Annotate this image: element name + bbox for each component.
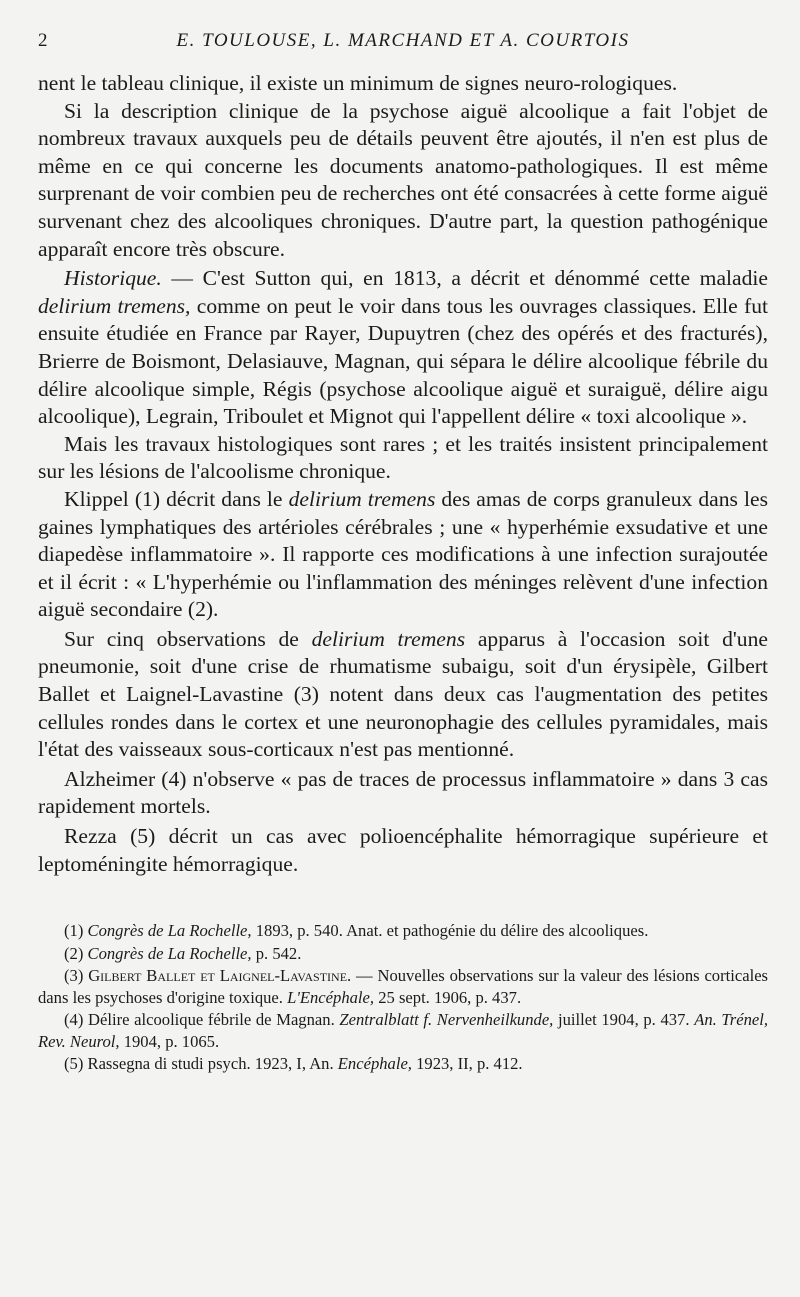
section-label: Historique. xyxy=(64,266,162,291)
footnote-4: (4) Délire alcoolique fébrile de Magnan. Zentralblatt f. Nervenheilkunde, juillet 1904, p. 437. An. Trénel, Rev. Neurol, 1904, p. 1065. xyxy=(38,1010,768,1051)
paragraph-observations: Sur cinq observations de delirium tremens apparus à l'occasion soit d'une pneumonie, soit d'une crise de rhumatisme subaigu, soit d'un érysipèle, Gilbert Ballet et Laignel-Lavastine (3) notent dans deux cas l'augmentation des petites cellules rondes dans le cortex et une neuronophagie des cellules pyramidales, mais l'état des vaisseaux sous-corticaux n'est pas mentionné. xyxy=(38,626,768,762)
paragraph-1: nent le tableau clinique, il existe un minimum de signes neuro-rologiques. xyxy=(38,71,678,95)
footnotes xyxy=(38,920,768,1075)
paragraph-4: Mais les travaux histologiques sont rares ; et les traités insistent principalement sur les lésions de l'alcoolisme chronique. xyxy=(38,431,768,484)
footnote-2: (2) Congrès de La Rochelle, p. 542. xyxy=(64,943,302,963)
footnote-3: (3) Gilbert Ballet et Laignel-Lavastine. — Nouvelles observations sur la valeur des lésions corticales dans les psychoses d'origine toxique. L'Encéphale, 25 sept. 1906, p. 437. xyxy=(38,966,769,1007)
paragraph-alzheimer: Alzheimer (4) n'observe « pas de traces de processus inflammatoire » dans 3 cas rapidement mortels. xyxy=(38,766,768,819)
paragraph-rezza: Rezza (5) décrit un cas avec polioencéphalite hémorragique supérieure et leptoméningite hémorragique. xyxy=(38,824,768,876)
page-header xyxy=(38,24,768,58)
document-page xyxy=(38,24,768,1274)
footnote-1: (1) Congrès de La Rochelle, 1893, p. 540. Anat. et pathogénie du délire des alcooliques. xyxy=(64,921,649,941)
paragraph-historique: Historique. — C'est Sutton qui, en 1813, a décrit et dénommé cette maladie delirium tremens, comme on peut le voir dans tous les ouvrages classiques. Elle fut ensuite étudiée en France par Rayer, Dupuytren (chez des opérés et des fracturés), Brierre de Boismont, Delasiauve, Magnan, qui sépara le délire alcoolique fébrile du délire alcoolique simple, Régis (psychose alcoolique aiguë et suraiguë, délire aigu alcoolique), Legrain, Triboulet et Mignot qui l'appellent délire « toxi alcoolique ». xyxy=(38,266,768,429)
paragraph-klippel: Klippel (1) décrit dans le delirium tremens des amas de corps granuleux dans les gaines lymphatiques des artérioles cérébrales ; une « hyperhémie exsudative et une diapedèse inflammatoire ». Il rapporte ces modifications à une infection surajoutée et il écrit : « L'hyperhémie ou l'inflammation des méninges relèvent d'une infection aiguë secondaire (2). xyxy=(38,486,769,622)
page-number: 2 xyxy=(38,30,49,51)
paragraph-2: Si la description clinique de la psychose aiguë alcoolique a fait l'objet de nombreux travaux auxquels peu de détails peuvent être ajoutés, il n'en est plus de même en ce qui concerne les documents anatomo-pathologiques. Il est même surprenant de voir combien peu de recherches ont été consacrées à cette forme aiguë survenant chez des alcooliques chroniques. D'autre part, la question pathogénique apparaît encore très obscure. xyxy=(38,98,768,261)
running-title: E. TOULOUSE, L. MARCHAND ET A. COURTOIS xyxy=(176,30,630,51)
footnote-5: (5) Rassegna di studi psych. 1923, I, An. Encéphale, 1923, II, p. 412. xyxy=(64,1054,523,1074)
body-text xyxy=(38,70,768,878)
